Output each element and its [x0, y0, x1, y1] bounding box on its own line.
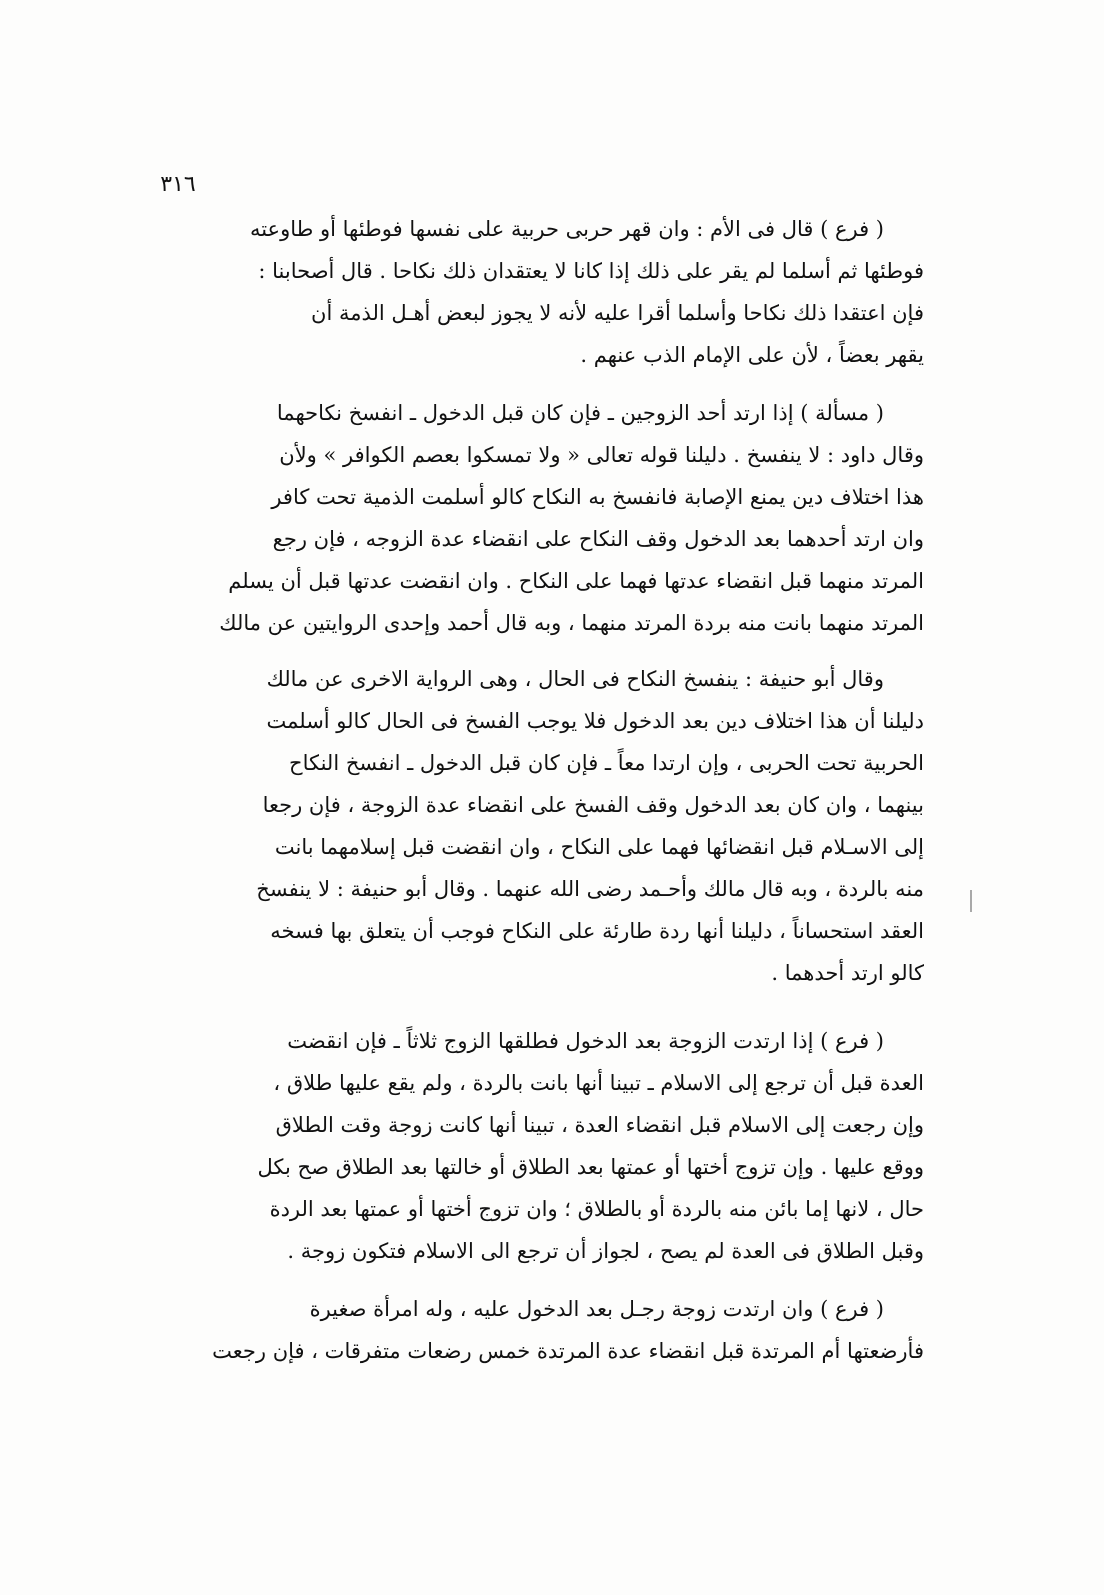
text-line: منه بالردة ، وبه قال مالك وأحـمد رضى الله عنهما . وقال أبو حنيفة : لا ينفسخ [256, 877, 924, 901]
text-line: وإن رجعت إلى الاسلام قبل انقضاء العدة ، تبينا أنها كانت زوجة وقت الطلاق [275, 1113, 924, 1137]
text-line: ( فرع ) قال فى الأم : وان قهر حربى حربية على نفسها فوطئها أو طاوعته [249, 217, 884, 241]
text-line: فوطئها ثم أسلما لم يقر على ذلك إذا كانا لا يعتقدان ذلك نكاحا . قال أصحابنا : [258, 259, 924, 283]
text-line: وقبل الطلاق فى العدة لم يصح ، لجواز أن ترجع الى الاسلام فتكون زوجة . [287, 1239, 924, 1263]
text-line: فإن اعتقدا ذلك نكاحا وأسلما أقرا عليه لأنه لا يجوز لبعض أهـل الذمة أن [311, 301, 924, 325]
text-line: ( مسألة ) إذا ارتد أحد الزوجين ـ فإن كان قبل الدخول ـ انفسخ نكاحهما [276, 401, 884, 425]
page-number: ٣١٦ [160, 172, 196, 197]
paragraph-abu-hanifa [172, 658, 924, 994]
paragraph-far-3 [172, 1288, 924, 1372]
text-line: المرتد منهما قبل انقضاء عدتها فهما على النكاح . وان انقضت عدتها قبل أن يسلم [228, 569, 924, 593]
text-line: ( فرع ) إذا ارتدت الزوجة بعد الدخول فطلقها الزوج ثلاثاً ـ فإن انقضت [287, 1029, 884, 1053]
text-line: العقد استحساناً ، دليلنا أنها ردة طارئة على النكاح فوجب أن يتعلق بها فسخه [270, 919, 924, 943]
text-line: يقهر بعضاً ، لأن على الإمام الذب عنهم . [580, 343, 924, 367]
paragraph-far-1 [172, 208, 924, 376]
scan-mark [970, 890, 972, 912]
text-line: حال ، لانها إما بائن منه بالردة أو بالطلاق ؛ وان تزوج أختها أو عمتها بعد الردة [269, 1197, 924, 1221]
text-line: وقال أبو حنيفة : ينفسخ النكاح فى الحال ، وهى الرواية الاخرى عن مالك [266, 667, 884, 691]
paragraph-far-2 [172, 1020, 924, 1272]
text-line: إلى الاسـلام قبل انقضائها فهما على النكاح ، وان انقضت قبل إسلامهما بانت [274, 835, 924, 859]
text-line: فأرضعتها أم المرتدة قبل انقضاء عدة المرتدة خمس رضعات متفرقات ، فإن رجعت [212, 1339, 924, 1363]
paragraph-masala [172, 392, 924, 644]
text-line: وان ارتد أحدهما بعد الدخول وقف النكاح على انقضاء عدة الزوجه ، فإن رجع [272, 527, 924, 551]
text-line: ( فرع ) وان ارتدت زوجة رجـل بعد الدخول عليه ، وله امرأة صغيرة [309, 1297, 884, 1321]
text-line: الحربية تحت الحربى ، وإن ارتدا معاً ـ فإن كان قبل الدخول ـ انفسخ النكاح [289, 751, 924, 775]
text-line: هذا اختلاف دين يمنع الإصابة فانفسخ به النكاح كالو أسلمت الذمية تحت كافر [271, 485, 924, 509]
text-line: المرتد منهما بانت منه بردة المرتد منهما ، وبه قال أحمد وإحدى الروايتين عن مالك [219, 611, 924, 635]
text-line: دليلنا أن هذا اختلاف دين بعد الدخول فلا يوجب الفسخ فى الحال كالو أسلمت [266, 709, 924, 733]
text-line: وقال داود : لا ينفسخ . دليلنا قوله تعالى « ولا تمسكوا بعصم الكوافر » ولأن [279, 443, 924, 467]
text-line: بينهما ، وان كان بعد الدخول وقف الفسخ على انقضاء عدة الزوجة ، فإن رجعا [262, 793, 924, 817]
text-line: العدة قبل أن ترجع إلى الاسلام ـ تبينا أنها بانت بالردة ، ولم يقع عليها طلاق ، [273, 1071, 924, 1095]
text-line: كالو ارتد أحدهما . [771, 961, 924, 985]
text-line: ووقع عليها . وإن تزوج أختها أو عمتها بعد الطلاق أو خالتها بعد الطلاق صح بكل [257, 1155, 924, 1179]
